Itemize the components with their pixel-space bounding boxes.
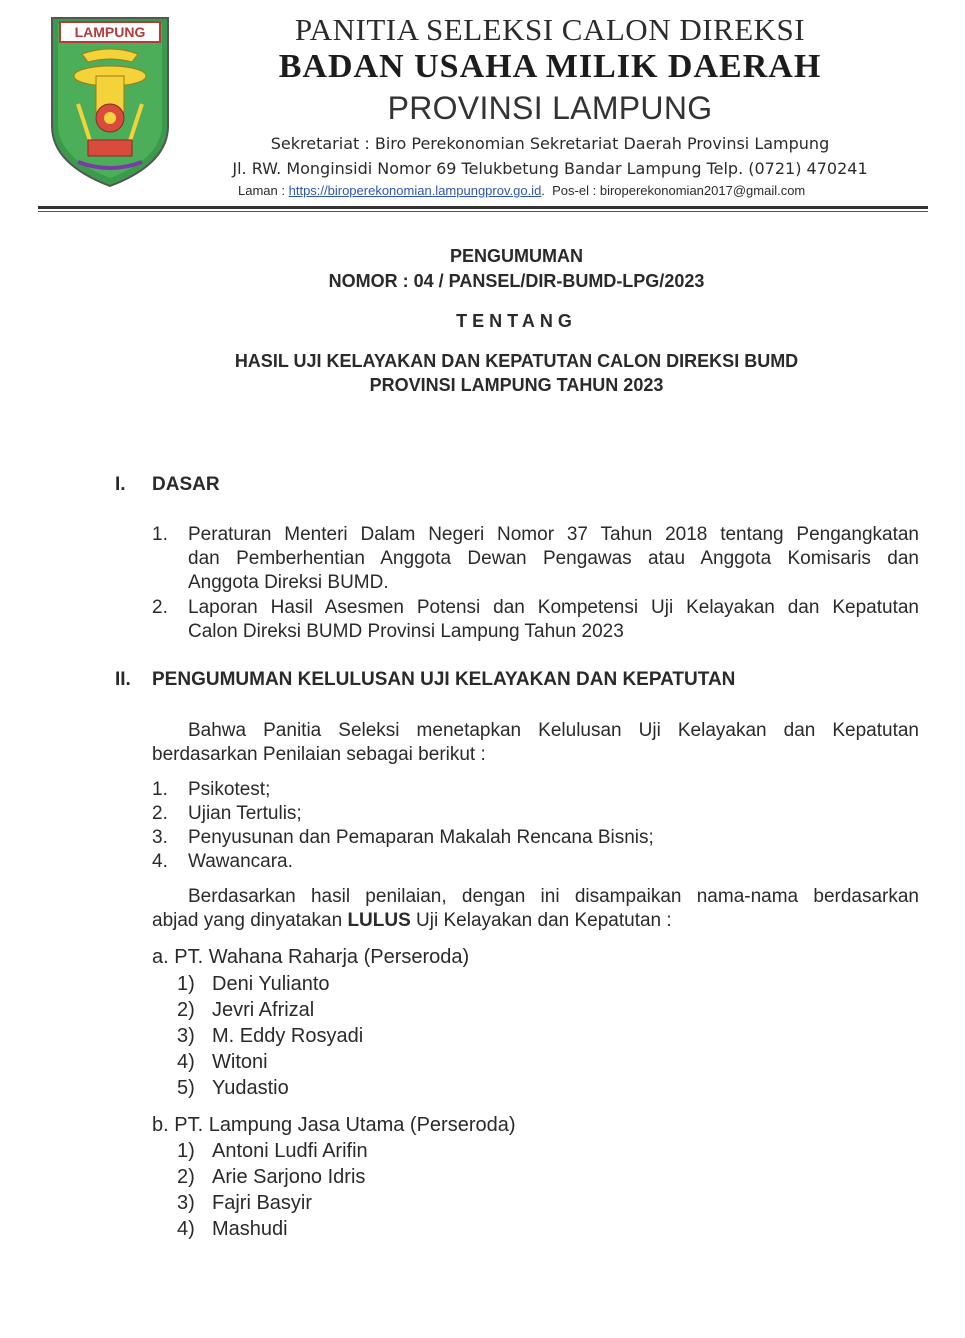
candidate-name: Mashudi [212,1218,288,1240]
email-label: Pos-el : [552,183,597,198]
result-line2-bold: LULUS [347,910,411,931]
announcement-number: NOMOR : 04 / PANSEL/DIR-BUMD-LPG/2023 [328,271,705,291]
company-a-list [177,971,363,1101]
letterhead-contact: Laman : https://biroperekonomian.lampungprov.go.id. Pos-el : biroperekonomian2017@gmail.com [238,183,806,198]
list-number: 1) [177,1140,195,1162]
criteria-2-text: Ujian Tertulis; [188,803,302,824]
list-item [177,1023,363,1049]
criteria-3-number: 3. [152,827,168,848]
list-item [177,1190,368,1216]
lampung-province-logo [48,14,172,190]
criteria-2-number: 2. [152,803,168,824]
list-number: 2) [177,1166,195,1188]
section2-result-line1: Berdasarkan hasil penilaian, dengan ini disampaikan nama-nama berdasarkan [188,886,919,907]
candidate-name: Fajri Basyir [212,1192,313,1214]
company-b-list [177,1138,368,1242]
announcement-subject-line1: HASIL UJI KELAYAKAN DAN KEPATUTAN CALON DIREKSI BUMD [234,351,799,371]
list-number: 1) [177,973,195,995]
list-number: 3) [177,1025,195,1047]
section2-heading [115,669,735,691]
section2-intro-line1: Bahwa Panitia Seleksi menetapkan Kelulusan Uji Kelayakan dan Kepatutan [188,720,919,741]
criteria-1-number: 1. [152,779,168,800]
list-item [177,997,363,1023]
candidate-name: Deni Yulianto [212,973,330,995]
list-number: 3) [177,1192,195,1214]
list-item [177,971,363,997]
email-address: biroperekonomian2017@gmail.com [599,183,806,198]
announcement-subject-line2: PROVINSI LAMPUNG TAHUN 2023 [369,375,664,395]
section2-title: PENGUMUMAN KELULUSAN UJI KELAYAKAN DAN KEPATUTAN [152,669,736,690]
letterhead-secretariat: Sekretariat : Biro Perekonomian Sekretariat Daerah Provinsi Lampung [270,134,830,153]
criteria-3-text: Penyusunan dan Pemaparan Makalah Rencana Bisnis; [188,827,654,848]
dasar-item-1-line3: Anggota Direksi BUMD. [188,572,389,593]
dasar-item-2-line2: Calon Direksi BUMD Provinsi Lampung Tahun 2023 [188,621,624,642]
result-line2-post: Uji Kelayakan dan Kepatutan : [416,910,672,931]
section2-intro-line2: berdasarkan Penilaian sebagai berikut : [152,744,486,765]
web-label: Laman : [238,183,285,198]
dasar-item-1-line2: dan Pemberhentian Anggota Dewan Pengawas atau Anggota Komisaris dan [188,548,919,569]
letterhead-title-line3: PROVINSI LAMPUNG [387,90,713,126]
list-number: 4) [177,1051,195,1073]
criteria-4-number: 4. [152,851,168,872]
list-item [177,1164,368,1190]
section2-result-line2 [152,909,672,933]
letterhead-title-line1: PANITIA SELEKSI CALON DIREKSI [294,12,806,47]
letterhead-divider-thick [38,206,928,209]
logo-text: LAMPUNG [74,24,146,40]
letterhead-title-line2: BADAN USAHA MILIK DAERAH [278,48,822,85]
letterhead-address: Jl. RW. Monginsidi Nomor 69 Telukbetung Bandar Lampung Telp. (0721) 470241 [232,159,868,178]
criteria-4-text: Wawancara. [188,851,293,872]
candidate-name: Jevri Afrizal [212,999,315,1021]
company-b-label: b. PT. Lampung Jasa Utama (Perseroda) [152,1114,516,1136]
list-number: 2) [177,999,195,1021]
announcement-label: PENGUMUMAN [450,246,583,266]
candidate-name: Yudastio [212,1077,289,1099]
list-item [177,1216,368,1242]
dasar-item-1-number: 1. [152,524,168,545]
candidate-name: Witoni [212,1051,268,1073]
list-number: 5) [177,1077,195,1099]
section1-title: DASAR [152,474,220,495]
dasar-item-1-line1: Peraturan Menteri Dalam Negeri Nomor 37 Tahun 2018 tentang Pengangkatan [188,524,919,545]
list-item [177,1075,363,1101]
candidate-name: Arie Sarjono Idris [212,1166,366,1188]
result-line2-pre: abjad yang dinyatakan [152,910,343,931]
section1-number: I. [115,474,126,495]
candidate-name: M. Eddy Rosyadi [212,1025,364,1047]
section1-heading [115,474,220,496]
letterhead-divider-thin [38,211,928,212]
list-item [177,1049,363,1075]
announcement-about: TENTANG [456,311,577,331]
section2-number: II. [115,669,131,690]
company-a-label: a. PT. Wahana Raharja (Perseroda) [152,946,470,968]
candidate-name: Antoni Ludfi Arifin [212,1140,368,1162]
list-item [177,1138,368,1164]
list-number: 4) [177,1218,195,1240]
dasar-item-2-line1: Laporan Hasil Asesmen Potensi dan Kompetensi Uji Kelayakan dan Kepatutan [188,597,919,618]
web-link[interactable]: https://biroperekonomian.lampungprov.go.id [288,183,542,198]
criteria-1-text: Psikotest; [188,779,271,800]
dasar-item-2-number: 2. [152,597,168,618]
